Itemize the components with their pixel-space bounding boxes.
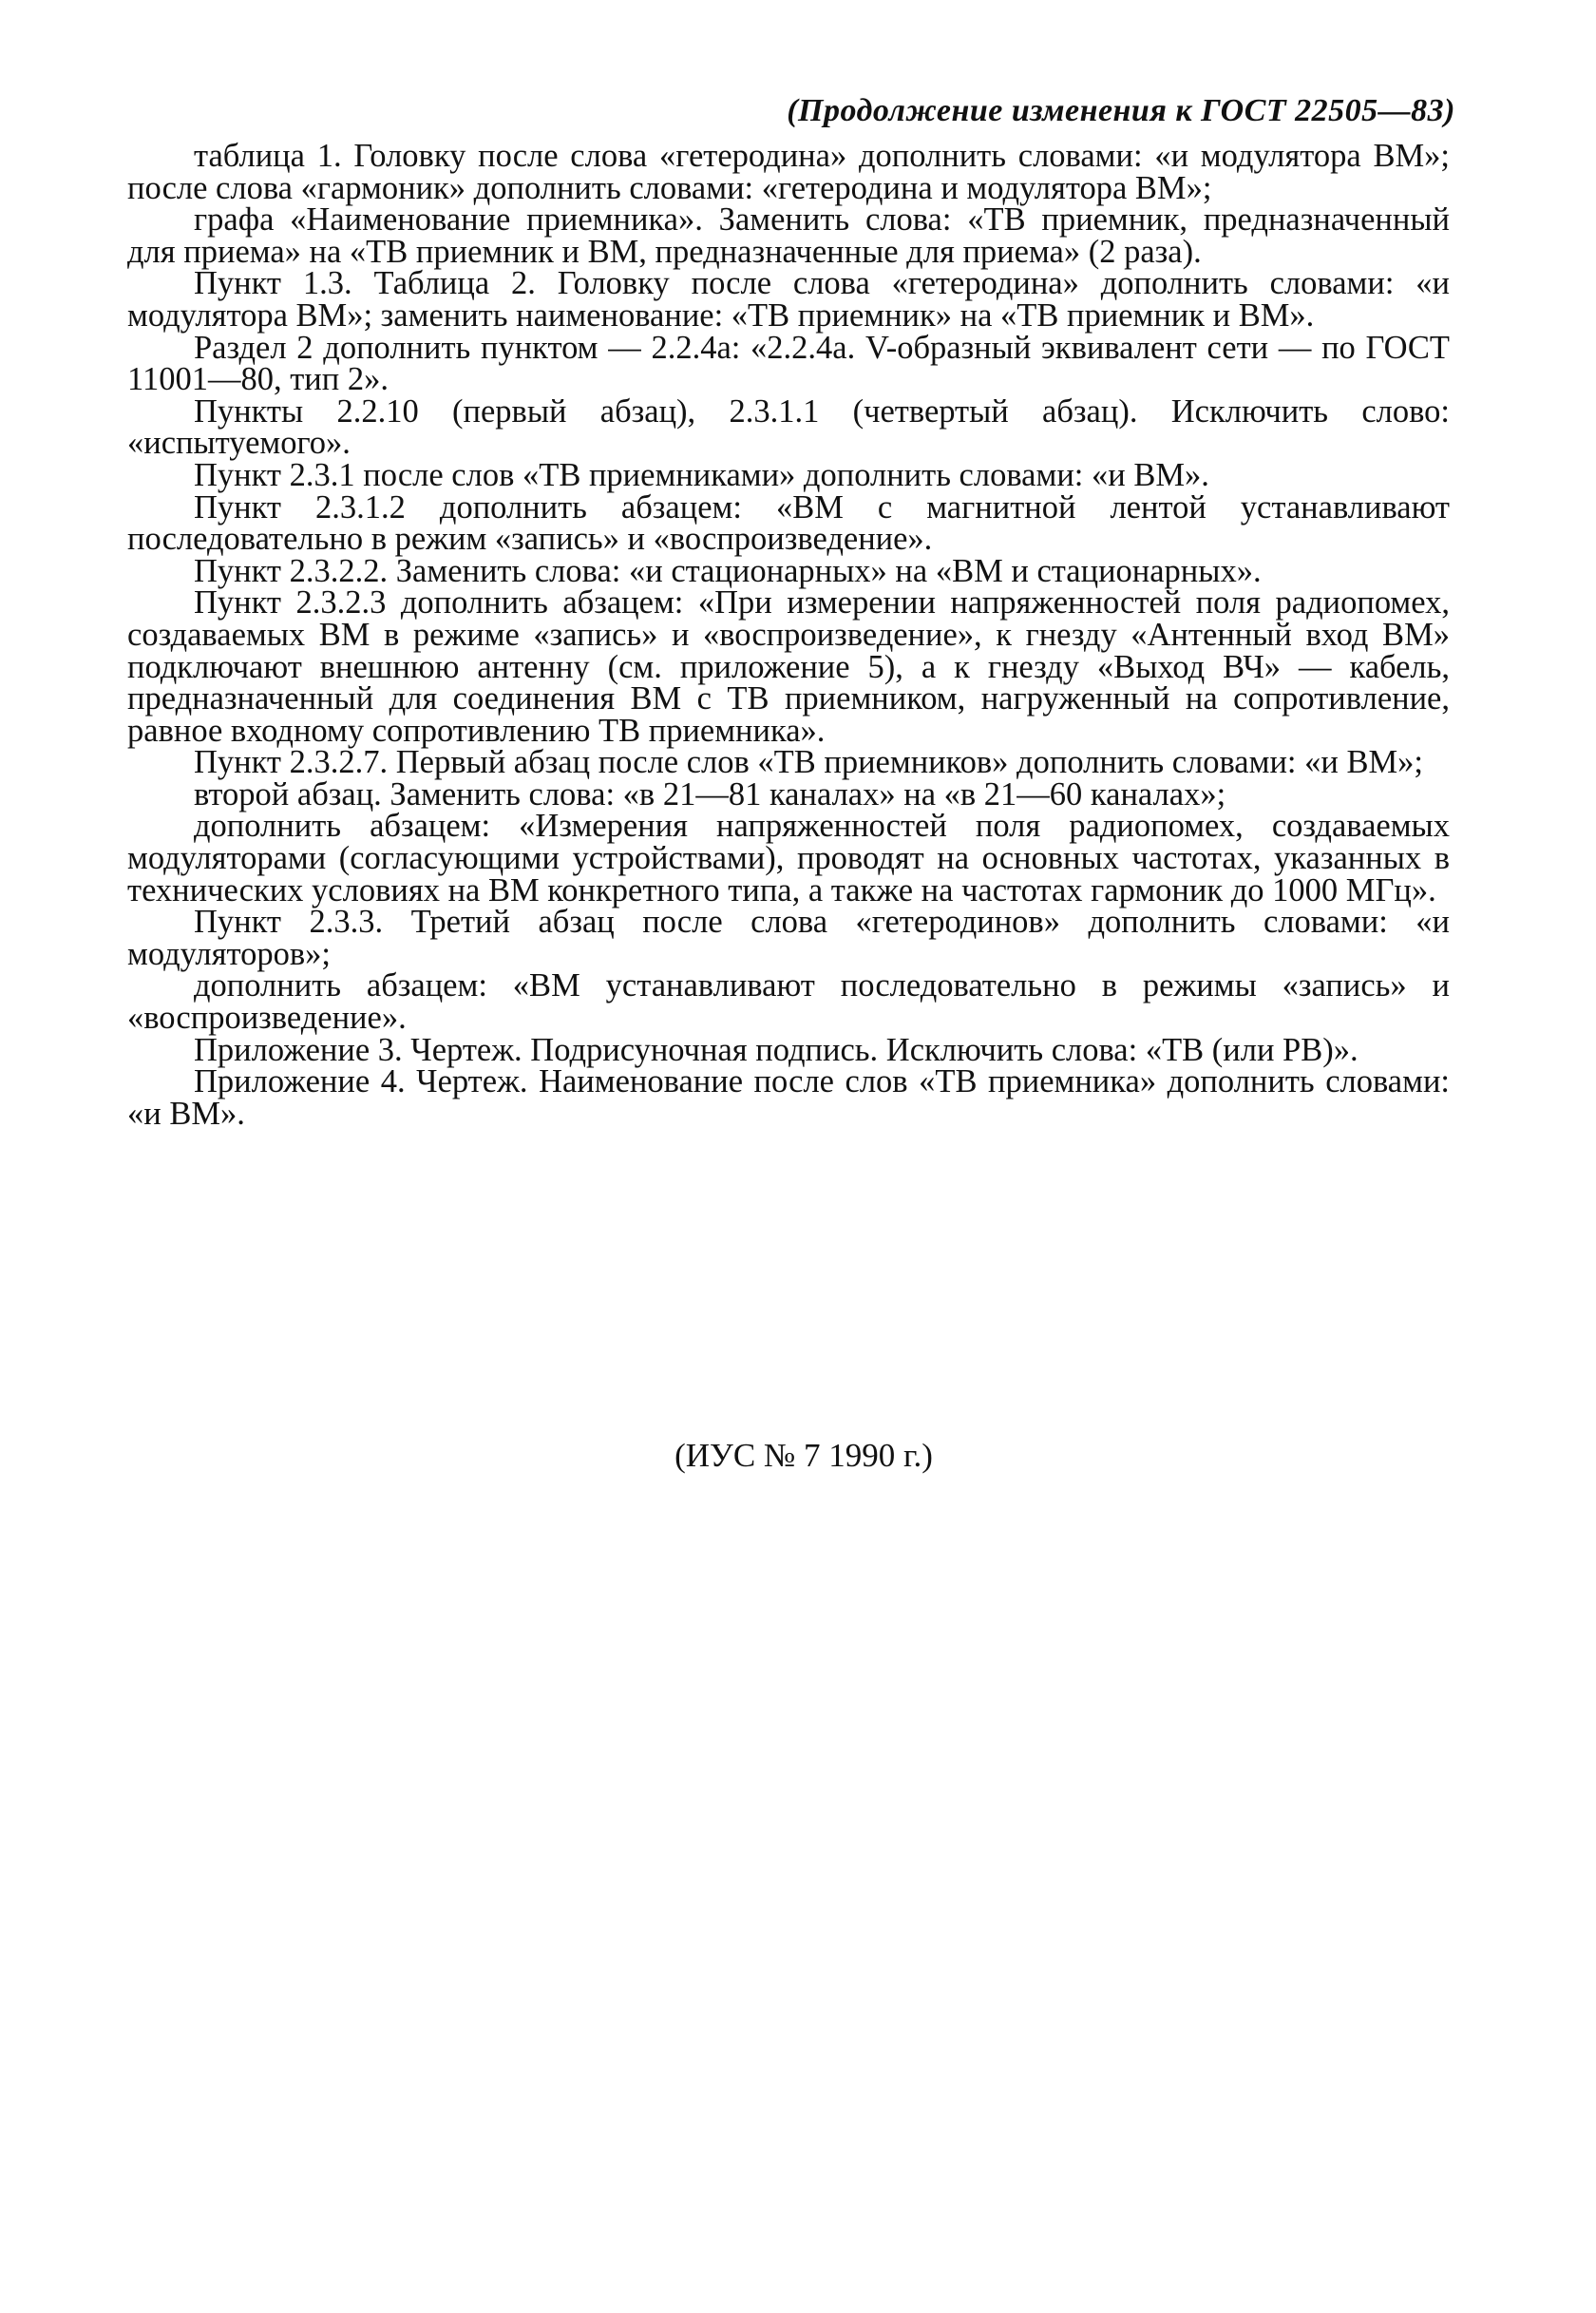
paragraph: дополнить абзацем: «Измерения напряженностей поля радиопомех, создаваемых модуляторами (согласующими устройствами), проводят на основных частотах, указанных в технических условиях на ВМ конкретного типа, а также на частотах гармоник до 1000 МГц». [127,808,1450,908]
paragraph: Пункты 2.2.10 (первый абзац), 2.3.1.1 (четвертый абзац). Исключить слово: «испытуемого». [127,392,1450,462]
paragraph: второй абзац. Заменить слова: «в 21—81 каналах» на «в 21—60 каналах»; [194,775,1226,812]
paragraph: Приложение 3. Чертеж. Подрисуночная подпись. Исключить слова: «ТВ (или РВ)». [194,1031,1358,1068]
paragraph: Приложение 4. Чертеж. Наименование после слов «ТВ приемника» дополнить словами: «и ВМ». [127,1063,1450,1132]
paragraph: Пункт 2.3.1.2 дополнить абзацем: «ВМ с магнитной лентой устанавливают последовательно в режим «запись» и «воспроизведение». [127,488,1450,558]
paragraph: Пункт 2.3.3. Третий абзац после слова «гетеродинов» дополнить словами: «и модуляторов»; [127,904,1450,972]
source-reference: (ИУС № 7 1990 г.) [674,1437,933,1474]
paragraph: Раздел 2 дополнить пунктом — 2.2.4а: «2.2.4а. V-образный эквивалент сети — по ГОСТ 11001—80, тип 2». [127,329,1450,398]
paragraph: Пункт 2.3.2.7. Первый абзац после слов «ТВ приемников» дополнить словами: «и ВМ»; [194,744,1423,781]
paragraph: дополнить абзацем: «ВМ устанавливают последовательно в режимы «запись» и «воспроизведение». [127,967,1450,1037]
paragraph: таблица 1. Головку после слова «гетеродина» дополнить словами: «и модулятора ВМ»; после слова «гармоник» дополнить словами: «гетеродина и модулятора ВМ»; [127,138,1450,206]
paragraph: Пункт 2.3.2.3 дополнить абзацем: «При измерении напряженностей поля радиопомех, создаваемых ВМ в режиме «запись» и «воспроизведение», к гнезду «Антенный вход ВМ» подключают внешнюю антенну (см. приложение 5), а к гнезду «Выход ВЧ» — кабель, предназначенный для соединения ВМ с ТВ приемником, нагруженный на сопротивление, равное входному сопротивлению ТВ приемника». [127,584,1450,749]
paragraph: Пункт 2.3.1 после слов «ТВ приемниками» дополнить словами: «и ВМ». [194,456,1209,493]
paragraph: Пункт 1.3. Таблица 2. Головку после слова «гетеродина» дополнить словами: «и модулятора ВМ»; заменить наименование: «ТВ приемник» на «ТВ приемник и ВМ». [127,265,1450,334]
document-body [127,138,1450,1132]
paragraph: Пункт 2.3.2.2. Заменить слова: «и стационарных» на «ВМ и стационарных». [194,552,1262,589]
page-header: (Продолжение изменения к ГОСТ 22505—83) [787,93,1455,128]
paragraph: графа «Наименование приемника». Заменить слова: «ТВ приемник, предназначенный для приема» на «ТВ приемник и ВМ, предназначенные для приема» (2 раза). [127,201,1450,270]
